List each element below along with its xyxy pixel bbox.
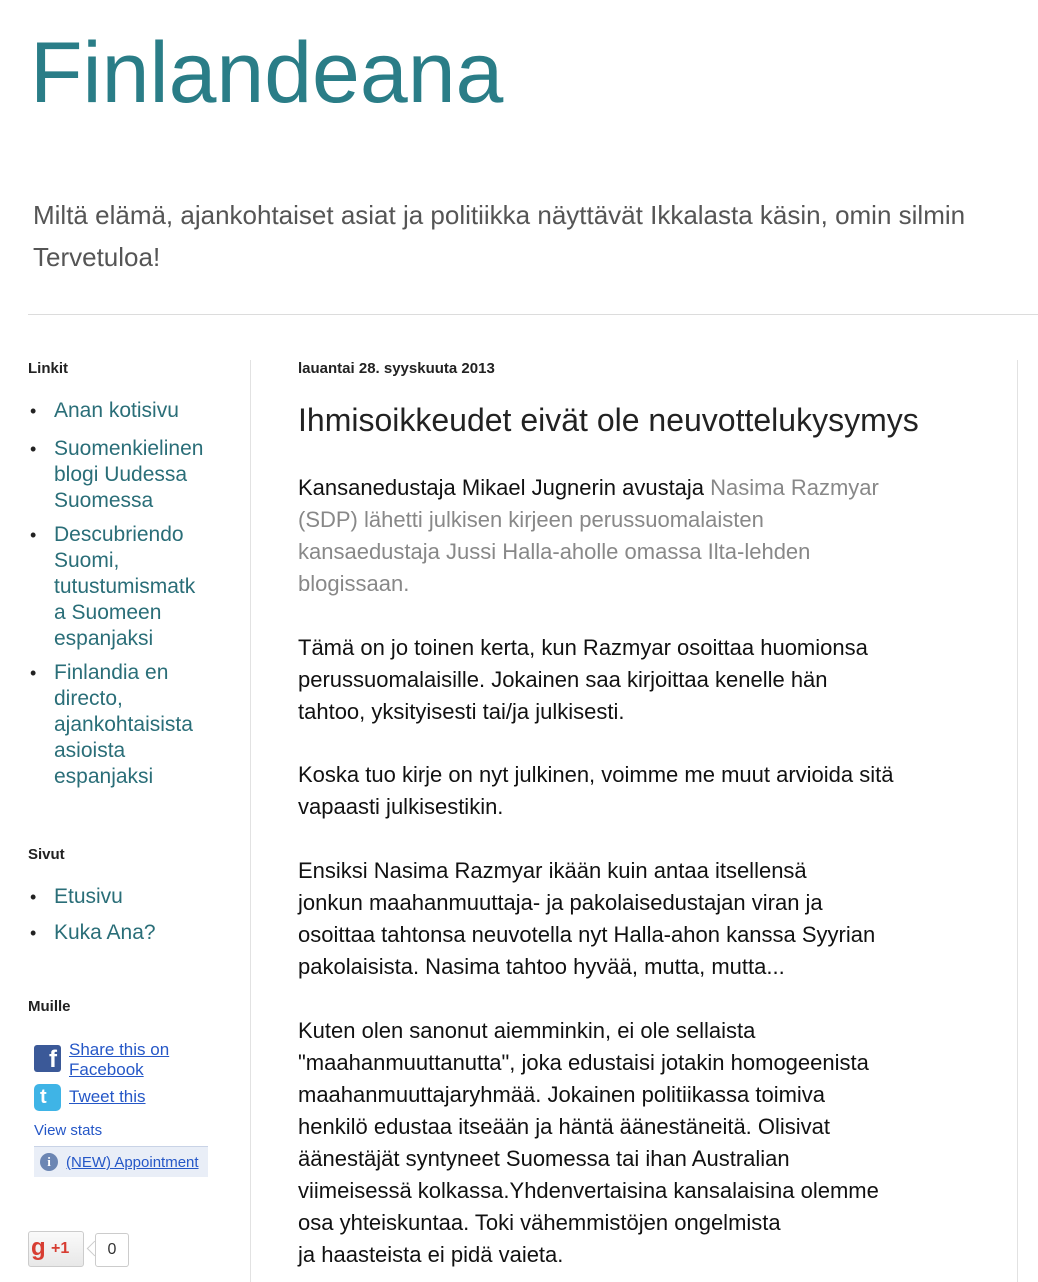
link-text: Suomenkielinen [54,437,204,460]
link-text: Kuka Ana? [54,921,156,944]
view-stats-link[interactable]: View stats [34,1122,103,1139]
post-text: vapaasti julkisestikin. [298,794,504,819]
post-paragraph [298,632,978,728]
link-text: kansaedustaja Jussi Halla-aholle omassa Ilta-lehden [298,539,811,564]
page-link-etusivu[interactable] [54,885,123,908]
plus-one-count: 0 [95,1233,129,1267]
post-text: "maahanmuuttanutta", joka edustaisi jotakin homogeenista [298,1050,869,1075]
bullet: • [30,525,37,545]
post-paragraph [298,1015,978,1271]
post-title[interactable]: Ihmisoikkeudet eivät ole neuvottelukysymys [298,402,919,438]
pages-widget-title: Sivut [28,846,65,863]
post-text: jonkun maahanmuuttaja- ja pakolaisedustajan viran ja [298,890,823,915]
link-text: tutustumismatk [54,575,196,598]
post-paragraph [298,855,978,983]
post-text: osoittaa tahtonsa neuvotella nyt Halla-ahon kanssa Syyrian [298,922,876,947]
post-text: perussuomalaisille. Jokainen saa kirjoittaa kenelle hän [298,667,828,692]
link-descubriendo-suomi[interactable] [54,523,195,650]
list-item [28,398,238,424]
links-list [28,398,238,790]
link-text: (SDP) lähetti julkisen kirjeen perussuomalaisten [298,507,764,532]
link-text: Suomi, [54,549,120,572]
blog-title[interactable]: Finlandeana [30,25,504,121]
bullet: • [30,663,37,683]
bullet: • [30,923,37,943]
main-right-divider [1017,360,1018,1282]
twitter-icon[interactable]: t [34,1084,61,1111]
blog-description [33,194,1038,278]
post-text: maahanmuuttajaryhmää. Jokainen politiikassa toimiva [298,1082,826,1107]
blog-description-line: Miltä elämä, ajankohtaiset asiat ja politiikka näyttävät Ikkalasta käsin, omin silmin [33,200,966,230]
post-text: Kuten olen sanonut aiemminkin, ei ole sellaista [298,1018,756,1043]
link-text: espanjaksi [54,627,154,650]
bullet: • [30,887,37,907]
link-finlandia-en-directo[interactable] [54,661,193,788]
list-item [28,436,238,514]
link-suomenkielinen-blogi[interactable] [54,437,203,512]
list-item [28,660,238,790]
link-text: blogi Uudessa [54,463,188,486]
links-widget-title: Linkit [28,360,68,377]
link-text: Share this on [69,1040,170,1059]
share-facebook-link[interactable] [69,1040,169,1080]
link-text: Etusivu [54,885,123,908]
link-text: Facebook [69,1060,144,1079]
link-text: Anan kotisivu [54,399,179,422]
link-text: espanjaksi [54,765,154,788]
list-item [28,920,238,946]
post-text: äänestäjät syntyneet Suomessa tai ihan Australian [298,1146,790,1171]
link-text: Finlandia en [54,661,169,684]
post-text: Kansanedustaja Mikael Jugnerin avustaja [298,475,711,500]
google-plus-one-button[interactable] [28,1231,84,1267]
plus-one-label: +1 [51,1240,70,1257]
link-text: asioista [54,739,126,762]
link-text: Suomessa [54,489,154,512]
share-twitter [34,1084,146,1111]
post-text: Tämä on jo toinen kerta, kun Razmyar osoittaa huomionsa [298,635,868,660]
post-text: ja haasteista ei pidä vaieta. [298,1242,564,1267]
link-anan-kotisivu[interactable] [54,399,179,422]
link-text: Descubriendo [54,523,184,546]
bullet: • [30,439,37,459]
sidebar-divider [250,360,251,1282]
post-text: osa yhteiskuntaa. Toki vähemmistöjen ongelmista [298,1210,781,1235]
post-text: tahtoo, yksityisesti tai/ja julkisesti. [298,699,625,724]
post-text: pakolaisista. Nasima tahtoo hyvää, mutta, mutta... [298,954,785,979]
bullet: • [30,401,37,421]
link-text: blogissaan. [298,571,410,596]
others-widget-title: Muille [28,998,71,1015]
link-text: Nasima Razmyar [710,475,879,500]
list-item [28,522,238,652]
appointment-widget [34,1146,208,1177]
link-text: ajankohtaisista [54,713,193,736]
info-icon: i [40,1153,58,1171]
share-facebook [34,1040,169,1080]
link-text: a Suomeen [54,601,162,624]
post-text: Koska tuo kirje on nyt julkinen, voimme me muut arvioida sitä [298,762,894,787]
list-item [28,884,238,910]
header-divider [28,314,1038,315]
post-date: lauantai 28. syyskuuta 2013 [298,360,495,377]
appointment-link[interactable]: (NEW) Appointment [66,1154,199,1171]
blog-welcome: Tervetuloa! [33,242,161,272]
post-text: viimeisessä kolkassa.Yhdenvertaisina kansalaisina olemme [298,1178,879,1203]
post-paragraph [298,759,978,823]
link-text: directo, [54,687,123,710]
post [298,352,998,1267]
google-plus-icon: g [31,1234,46,1261]
page-link-kuka-ana[interactable] [54,921,156,944]
post-paragraph [298,472,978,600]
facebook-icon[interactable]: f [34,1045,61,1072]
post-text: henkilö edustaa itseään ja häntä äänestäneitä. Olisivat [298,1114,831,1139]
post-text: Ensiksi Nasima Razmyar ikään kuin antaa itsellensä [298,858,807,883]
tweet-this-link[interactable]: Tweet this [69,1087,146,1106]
pages-list [28,884,238,946]
